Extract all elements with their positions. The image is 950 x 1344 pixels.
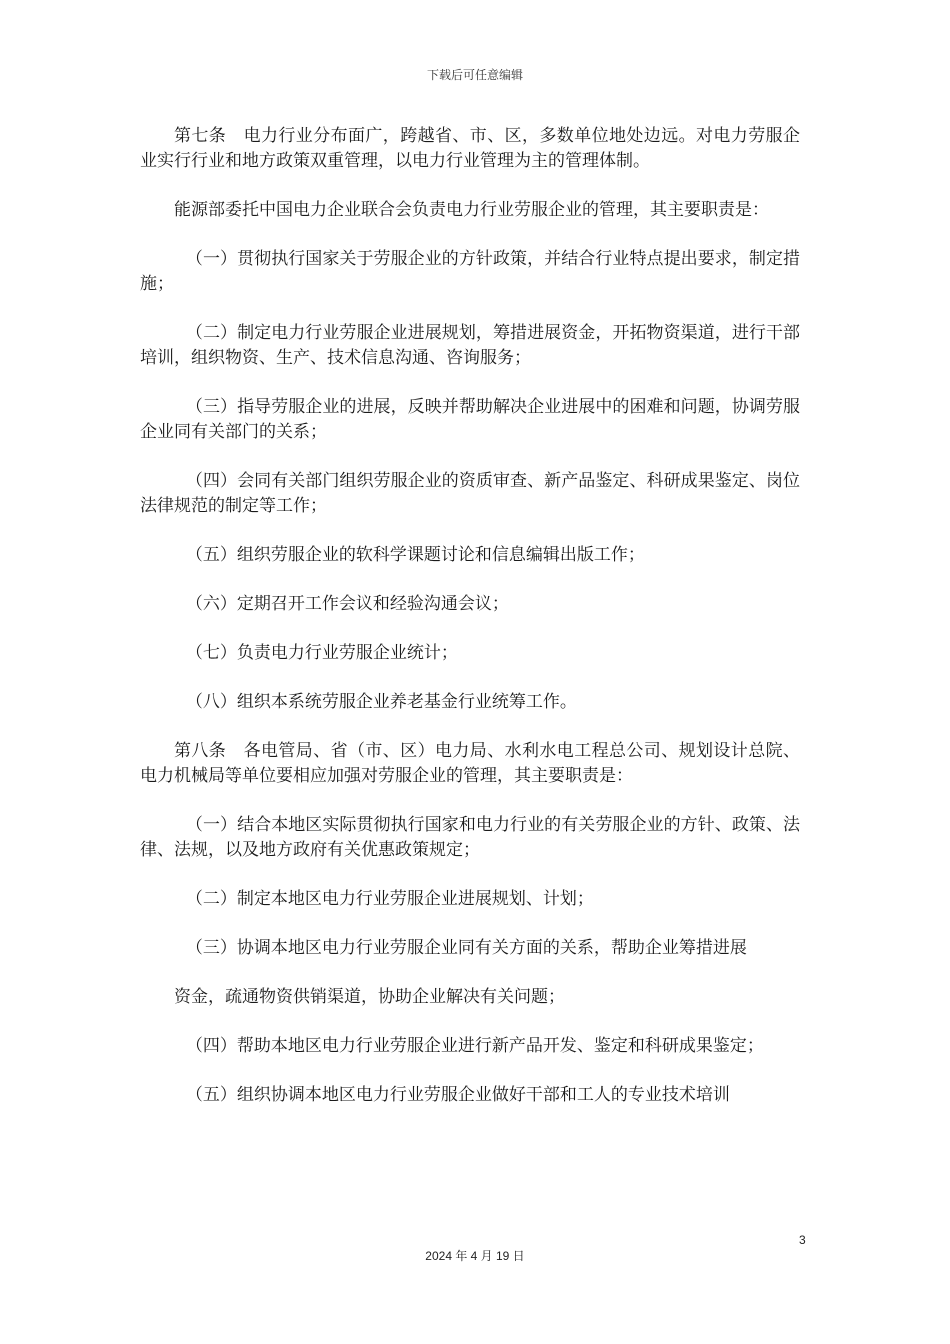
paragraph-delegation: 能源部委托中国电力企业联合会负责电力行业劳服企业的管理，其主要职责是： [174,200,769,220]
paragraph-item-2: （二）制定电力行业劳服企业进展规划，筹措进展资金，开拓物资渠道，进行干部培训，组织物资、生产、技术信息沟通、咨询服务； [140,323,800,368]
paragraph-item-5: （五）组织劳服企业的软科学课题讨论和信息编辑出版工作； [185,545,645,565]
footer-date: 2024 年 4 月 19 日 [425,1249,525,1263]
page-number: 3 [799,1233,806,1247]
document-body [140,124,800,1132]
paragraph-item-4: （四）会同有关部门组织劳服企业的资质审查、新产品鉴定、科研成果鉴定、岗位法律规范的制定等工作； [140,471,800,516]
paragraph-article-8: 第八条 各电管局、省（市、区）电力局、水利水电工程总公司、规划设计总院、电力机械局等单位要相应加强对劳服企业的管理，其主要职责是： [140,741,800,786]
paragraph-art8-item-5: （五）组织协调本地区电力行业劳服企业做好干部和工人的专业技术培训 [185,1085,730,1105]
paragraph-item-3: （三）指导劳服企业的进展，反映并帮助解决企业进展中的困难和问题，协调劳服企业同有关部门的关系； [140,397,800,442]
paragraph-art8-item-4: （四）帮助本地区电力行业劳服企业进行新产品开发、鉴定和科研成果鉴定； [185,1036,764,1056]
paragraph-art8-item-3: （三）协调本地区电力行业劳服企业同有关方面的关系，帮助企业筹措进展 [185,938,747,958]
header-note: 下载后可任意编辑 [426,68,523,82]
paragraph-item-6: （六）定期召开工作会议和经验沟通会议； [185,594,509,614]
paragraph-item-8: （八）组织本系统劳服企业养老基金行业统筹工作。 [185,692,577,712]
paragraph-article-7: 第七条 电力行业分布面广，跨越省、市、区，多数单位地处边远。对电力劳服企业实行行业和地方政策双重管理，以电力行业管理为主的管理体制。 [140,126,800,171]
paragraph-item-7: （七）负责电力行业劳服企业统计； [185,643,458,663]
paragraph-item-1: （一）贯彻执行国家关于劳服企业的方针政策，并结合行业特点提出要求，制定措施； [140,249,800,294]
paragraph-art8-item-2: （二）制定本地区电力行业劳服企业进展规划、计划； [185,889,594,909]
paragraph-art8-item-3-continued: 资金，疏通物资供销渠道，协助企业解决有关问题； [174,987,565,1007]
paragraph-art8-item-1: （一）结合本地区实际贯彻执行国家和电力行业的有关劳服企业的方针、政策、法律、法规，以及地方政府有关优惠政策规定； [140,815,800,860]
